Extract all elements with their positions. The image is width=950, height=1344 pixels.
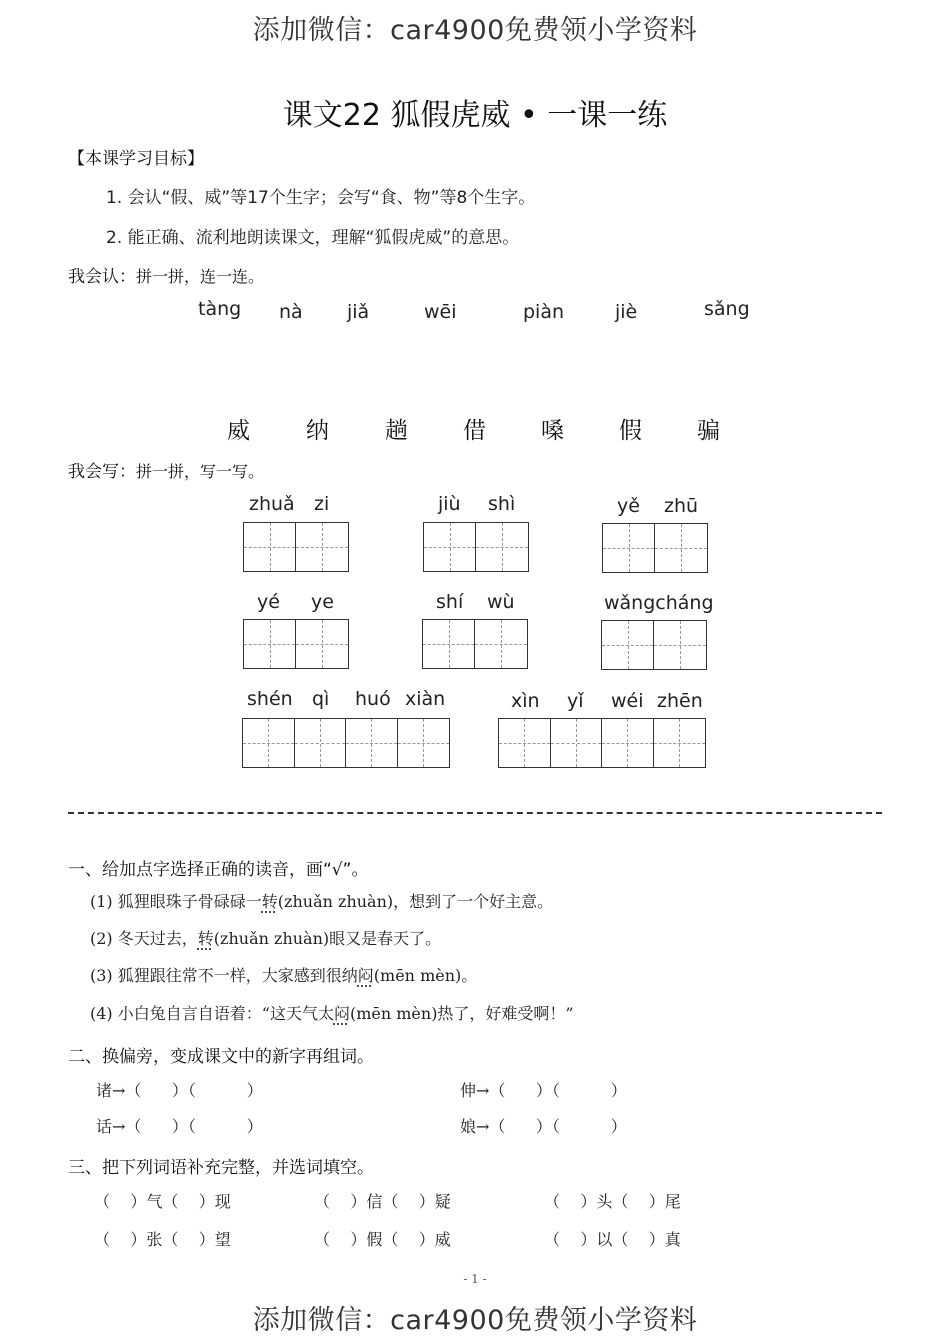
radical-item[interactable]: 伸→（ ）（ ） (460, 1081, 627, 1100)
watermark-bottom: 添加微信：car4900免费领小学资料 (252, 1305, 698, 1336)
page-title: 课文22 狐假虎威 • 一课一练 (282, 98, 668, 133)
write-pinyin: wéi (611, 690, 644, 712)
idiom-item[interactable]: （ ）张（ ）望 (94, 1230, 231, 1249)
section2-heading: 二、换偏旁，变成课文中的新字再组词。 (68, 1047, 374, 1067)
char-3: 趟 (385, 418, 408, 444)
write-pinyin: zhēn (657, 690, 703, 712)
dotted-char: 闷 (333, 1004, 350, 1023)
char-7: 骗 (697, 418, 720, 444)
idiom-item[interactable]: （ ）假（ ）威 (314, 1230, 451, 1249)
question-item (90, 889, 553, 912)
question-num: (4) (90, 1004, 113, 1023)
dotted-char: 转 (197, 929, 214, 948)
writing-grid[interactable] (243, 522, 349, 572)
write-pinyin: zhuǎ (249, 493, 295, 515)
grid-cell[interactable] (655, 524, 707, 572)
write-pinyin: zi (314, 493, 330, 515)
write-pinyin: yé (257, 591, 280, 613)
watermark-top: 添加微信：car4900免费领小学资料 (252, 15, 698, 46)
grid-cell[interactable] (602, 621, 654, 669)
question-item (90, 926, 441, 949)
grid-cell[interactable] (244, 523, 296, 571)
write-pinyin: ye (311, 591, 334, 613)
page-number: - 1 - (463, 1272, 487, 1286)
question-text: 狐狸跟往常不一样，大家感到很纳 (117, 966, 358, 985)
dotted-char: 转 (261, 892, 278, 911)
question-text: 小白兔自言自语着：“这天气太 (117, 1004, 334, 1023)
writing-grid[interactable] (602, 523, 708, 573)
char-1: 威 (227, 418, 250, 444)
grid-cell[interactable] (475, 620, 527, 668)
write-pinyin: xìn (511, 690, 540, 712)
writing-grid[interactable] (423, 522, 529, 572)
writing-grid[interactable] (601, 620, 707, 670)
question-text: 狐狸眼珠子骨碌碌一 (117, 892, 262, 911)
grid-cell[interactable] (654, 719, 706, 767)
recognize-instruction: 拼一拼，连一连。 (136, 267, 265, 286)
grid-cell[interactable] (424, 523, 476, 571)
pinyin-2: nà (279, 301, 303, 323)
writing-grid[interactable] (498, 718, 706, 768)
write-pinyin: qì (312, 688, 330, 710)
cut-divider (68, 812, 882, 814)
grid-cell[interactable] (296, 620, 348, 668)
char-5: 嗓 (541, 418, 564, 444)
recognize-heading: 我会认： (68, 267, 136, 287)
idiom-item[interactable]: （ ）以（ ）真 (544, 1230, 681, 1249)
question-item (90, 963, 477, 986)
grid-cell[interactable] (244, 620, 296, 668)
grid-cell[interactable] (398, 719, 450, 767)
write-pinyin: shì (488, 493, 516, 515)
write-pinyin: wǎngcháng (604, 592, 714, 614)
goal-item-1: 1. 会认“假、威”等17个生字；会写“食、物”等8个生字。 (106, 188, 536, 208)
grid-cell[interactable] (243, 719, 295, 767)
idiom-item[interactable]: （ ）信（ ）疑 (314, 1192, 451, 1211)
char-6: 假 (619, 418, 642, 444)
section1-heading: 一、给加点字选择正确的读音，画“√”。 (68, 860, 369, 880)
radical-item[interactable]: 娘→（ ）（ ） (460, 1117, 627, 1136)
grid-cell[interactable] (423, 620, 475, 668)
recognize-section (68, 262, 264, 287)
pinyin-6: jiè (615, 301, 638, 323)
question-num: (3) (90, 966, 113, 985)
write-pinyin: wù (487, 591, 515, 613)
pinyin-7: sǎng (704, 298, 750, 320)
question-text: 冬天过去， (117, 929, 198, 948)
grid-cell[interactable] (551, 719, 603, 767)
write-instruction: 拼一拼，写一写。 (136, 462, 265, 481)
pinyin-choices[interactable]: (mēn mèn)热了，好难受啊！” (349, 1004, 574, 1023)
question-item (90, 1001, 574, 1024)
radical-item[interactable]: 话→（ ）（ ） (96, 1117, 263, 1136)
pinyin-choices[interactable]: (zhuǎn zhuàn)，想到了一个好主意。 (277, 892, 554, 911)
write-pinyin: shí (436, 591, 464, 613)
goals-heading: 【本课学习目标】 (68, 149, 204, 169)
pinyin-choices[interactable]: (zhuǎn zhuàn)眼又是春天了。 (213, 929, 442, 948)
pinyin-1: tàng (198, 298, 242, 320)
char-2: 纳 (306, 418, 329, 444)
grid-cell[interactable] (476, 523, 528, 571)
write-pinyin: yě (617, 495, 640, 517)
question-num: (2) (90, 929, 113, 948)
char-4: 借 (463, 418, 486, 444)
write-section (68, 457, 264, 482)
grid-cell[interactable] (603, 524, 655, 572)
grid-cell[interactable] (499, 719, 551, 767)
writing-grid[interactable] (243, 619, 349, 669)
grid-cell[interactable] (654, 621, 706, 669)
goal-item-2: 2. 能正确、流利地朗读课文，理解“狐假虎威”的意思。 (106, 228, 520, 248)
question-num: (1) (90, 892, 113, 911)
grid-cell[interactable] (346, 719, 398, 767)
grid-cell[interactable] (296, 523, 348, 571)
write-pinyin: huó (355, 688, 391, 710)
pinyin-3: jiǎ (347, 301, 370, 323)
dotted-char: 闷 (357, 966, 374, 985)
writing-grid[interactable] (422, 619, 528, 669)
idiom-item[interactable]: （ ）气（ ）现 (94, 1192, 231, 1211)
write-pinyin: xiàn (405, 688, 446, 710)
pinyin-5: piàn (523, 301, 565, 323)
grid-cell[interactable] (295, 719, 347, 767)
radical-item[interactable]: 诸→（ ）（ ） (96, 1081, 263, 1100)
section3-heading: 三、把下列词语补充完整，并选词填空。 (68, 1158, 374, 1178)
pinyin-4: wēi (424, 301, 457, 323)
write-heading: 我会写： (68, 462, 136, 482)
write-pinyin: jiù (438, 493, 461, 515)
pinyin-choices[interactable]: (mēn mèn)。 (373, 966, 478, 985)
grid-cell[interactable] (602, 719, 654, 767)
write-pinyin: shén (247, 688, 293, 710)
writing-grid[interactable] (242, 718, 450, 768)
idiom-item[interactable]: （ ）头（ ）尾 (544, 1192, 681, 1211)
write-pinyin: yǐ (567, 690, 584, 712)
write-pinyin: zhū (664, 495, 699, 517)
